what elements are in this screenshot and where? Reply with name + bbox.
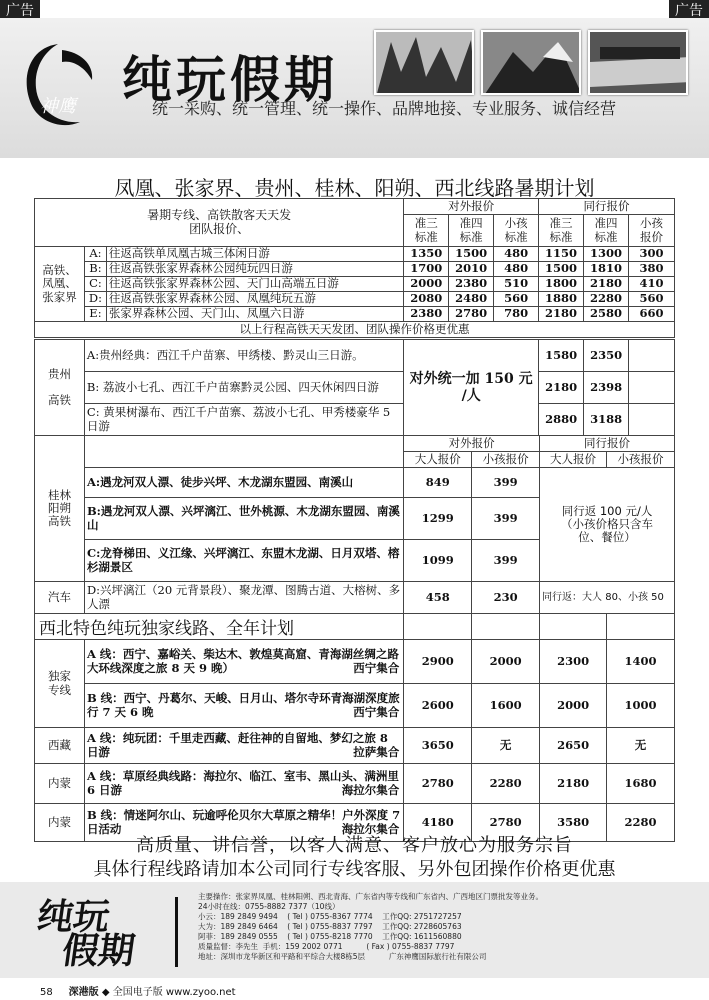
price: 2280 — [607, 804, 675, 842]
route-desc: B 线：西宁、丹葛尔、天峻、日月山、塔尔寺环青海湖深度旅行 7 天 6 晚 — [86, 691, 400, 719]
price: 780 — [494, 307, 539, 322]
meeting-point: 海拉尔集合 — [341, 821, 400, 836]
price: 2000 — [540, 684, 607, 728]
page-footer — [0, 983, 709, 998]
route-desc: C:龙脊梯田、义江缘、兴坪漓江、东盟木龙湖、日月双塔、榕杉湖景区 — [84, 540, 403, 582]
price: 1400 — [607, 640, 675, 684]
price: 300 — [628, 247, 674, 262]
price: 2480 — [449, 292, 494, 307]
logo-text: 神鹰 — [40, 96, 76, 117]
route-desc: A 线：纯玩团：千里走西藏、赶往神的自留地、梦幻之旅 8 日游 — [86, 731, 388, 759]
peak-photo — [481, 30, 581, 95]
col-head: 大人报价 — [540, 452, 607, 468]
region-cell: 独家 专线 — [35, 640, 85, 728]
price: 2300 — [540, 640, 607, 684]
eagle-logo-icon — [18, 40, 98, 132]
region-cell: 内蒙 — [35, 804, 85, 842]
price: 560 — [628, 292, 674, 307]
slogan: 统一采购、统一管理、统一操作、品牌地接、专业服务、诚信经营 — [152, 99, 617, 118]
route-desc: A 线：草原经典线路：海拉尔、临江、室韦、黑山头、满洲里 6 日游 — [86, 769, 399, 797]
price: 2080 — [404, 292, 449, 307]
col-head: 小孩 报价 — [628, 215, 674, 247]
price: 2780 — [472, 804, 540, 842]
header-peer-price: 同行报价 — [539, 199, 675, 215]
price: 2880 — [539, 404, 584, 436]
price: 458 — [404, 582, 472, 614]
price: 2600 — [404, 684, 472, 728]
footer-logo-line1: 纯玩 — [34, 896, 113, 938]
price: 无 — [607, 728, 675, 764]
row-key: C: — [84, 277, 106, 292]
contact-note: 具体行程线路请加本公司同行专线客服、另外包团操作价格更优惠 — [93, 859, 616, 880]
price: 无 — [472, 728, 540, 764]
col-head: 小孩报价 — [472, 452, 540, 468]
row-key: E: — [84, 307, 106, 322]
route-desc: A:遇龙河双人漂、徒步兴坪、木龙湖东盟园、南溪山 — [84, 468, 403, 498]
guilin-table — [34, 435, 675, 614]
row-key: A: — [84, 247, 106, 262]
table-note: 以上行程高铁天天发团、团队操作价格更优惠 — [35, 322, 675, 338]
region-cell: 西藏 — [35, 728, 85, 764]
col-head: 小孩报价 — [607, 452, 675, 468]
meeting-point: 西宁集合 — [353, 704, 400, 719]
route-desc: B:遇龙河双人漂、兴坪漓江、世外桃源、木龙湖东盟园、南溪山 — [84, 498, 403, 540]
summer-table — [34, 198, 675, 338]
col-head: 小孩 标准 — [494, 215, 539, 247]
guizhou-table — [34, 339, 675, 436]
price: 1350 — [404, 247, 449, 262]
price: 480 — [494, 262, 539, 277]
price: 1580 — [539, 340, 584, 372]
ad-tag-right: 广告 — [669, 0, 709, 19]
route-desc: B 线：情迷阿尔山、玩逾呼伦贝尔大草原之精华！户外深度 7 日活动 — [86, 808, 401, 836]
price: 2000 — [404, 277, 449, 292]
price: 1880 — [539, 292, 584, 307]
peer-note: 同行返 100 元/人 （小孩价格只含车 位、餐位） — [540, 468, 675, 582]
price: 399 — [472, 540, 540, 582]
header-banner — [0, 18, 709, 158]
price: 2780 — [404, 764, 472, 804]
plan-title: 凤凰、张家界、贵州、桂林、阳朔、西北线路暑期计划 — [114, 176, 595, 200]
price: 2350 — [584, 340, 629, 372]
route-desc: D:兴坪漓江（20 元背景段）、聚龙潭、图腾古道、大榕树、多人漂 — [84, 582, 403, 614]
col-head: 准四 标准 — [449, 215, 494, 247]
header-out-price: 对外报价 — [404, 436, 540, 452]
edition-label: 深港版 — [68, 987, 99, 998]
price: 1810 — [584, 262, 629, 277]
route-desc: 往返高铁张家界森林公园、天门山高端五日游 — [106, 277, 403, 292]
brand-title: 纯玩假期 — [122, 51, 338, 109]
region-cell: 内蒙 — [35, 764, 85, 804]
meeting-point: 拉萨集合 — [353, 744, 400, 759]
price: 2180 — [584, 277, 629, 292]
edition-icon: ◆ — [101, 987, 110, 998]
price: 399 — [472, 498, 540, 540]
footer-logo — [30, 896, 142, 972]
route-desc: C: 黄果树瀑布、西江千户苗寨、荔波小七孔、甲秀楼豪华 5 日游 — [84, 404, 403, 436]
price: 2398 — [584, 372, 629, 404]
route-desc: B: 荔波小七孔、西江千户苗寨黔灵公园、四天休闲四日游 — [84, 372, 403, 404]
mountain-photo — [374, 30, 474, 95]
col-head: 大人报价 — [404, 452, 472, 468]
price: 2180 — [540, 764, 607, 804]
price: 2180 — [539, 372, 584, 404]
service-motto: 高质量、讲信誉，以客人满意、客户放心为服务宗旨 — [136, 835, 573, 856]
price: 410 — [628, 277, 674, 292]
price: 2650 — [540, 728, 607, 764]
price: 380 — [628, 262, 674, 277]
site-link[interactable]: 全国电子版 www.zyoo.net — [112, 987, 236, 998]
row-key: D: — [84, 292, 106, 307]
row-key: B: — [84, 262, 106, 277]
price: 1099 — [404, 540, 472, 582]
route-desc: 往返高铁单凤凰古城三体闲日游 — [106, 247, 403, 262]
price: 2780 — [449, 307, 494, 322]
price: 4180 — [404, 804, 472, 842]
river-photo — [588, 30, 688, 95]
northwest-table — [34, 613, 675, 842]
price: 2380 — [449, 277, 494, 292]
price: 2000 — [472, 640, 540, 684]
col-head: 准四 标准 — [584, 215, 629, 247]
price: 1680 — [607, 764, 675, 804]
price: 480 — [494, 247, 539, 262]
price: 2280 — [584, 292, 629, 307]
price: 1300 — [584, 247, 629, 262]
meeting-point: 海拉尔集合 — [341, 782, 400, 797]
header-out-price: 对外报价 — [404, 199, 539, 215]
region-cell: 桂林 阳朔 高铁 — [35, 436, 85, 582]
table-header-title: 暑期专线、高铁散客天天发 团队报价、 — [35, 199, 404, 247]
price: 1000 — [607, 684, 675, 728]
price: 399 — [472, 468, 540, 498]
price: 2900 — [404, 640, 472, 684]
price: 1500 — [449, 247, 494, 262]
region-cell: 贵州 高铁 — [35, 340, 85, 436]
col-head: 准三 标准 — [404, 215, 449, 247]
unified-price: 对外统一加 150 元 /人 — [404, 340, 539, 436]
price: 1150 — [539, 247, 584, 262]
col-head: 准三 标准 — [539, 215, 584, 247]
price: 3188 — [584, 404, 629, 436]
car-peer-note: 同行返：大人 80、小孩 50 — [540, 582, 675, 614]
header-peer-price: 同行报价 — [540, 436, 675, 452]
region-cell: 汽车 — [35, 582, 85, 614]
price: 2280 — [472, 764, 540, 804]
region-cell: 高铁、 凤凰、 张家界 — [35, 247, 85, 322]
divider — [175, 897, 178, 967]
route-desc: A 线：西宁、嘉峪关、柴达木、敦煌莫高窟、青海湖丝绸之路大环线深度之旅 8 天 9 晚） — [86, 647, 399, 675]
price: 560 — [494, 292, 539, 307]
contact-panel — [0, 882, 709, 978]
photo-strip — [374, 30, 688, 95]
price: 1600 — [472, 684, 540, 728]
price: 2180 — [539, 307, 584, 322]
price: 3650 — [404, 728, 472, 764]
price: 230 — [472, 582, 540, 614]
route-desc: A:贵州经典：西江千户苗寨、甲绣楼、黔灵山三日游。 — [84, 340, 403, 372]
ad-tag-left: 广告 — [0, 0, 40, 19]
price: 510 — [494, 277, 539, 292]
route-desc: 往返高铁张家界森林公园纯玩四日游 — [106, 262, 403, 277]
price: 849 — [404, 468, 472, 498]
footer-logo-line2: 假期 — [59, 930, 138, 972]
price: 1700 — [404, 262, 449, 277]
northwest-title: 西北特色纯玩独家线路、全年计划 — [35, 614, 404, 640]
price: 3580 — [540, 804, 607, 842]
price: 1800 — [539, 277, 584, 292]
meeting-point: 西宁集合 — [353, 660, 400, 675]
route-desc: 往返高铁张家界森林公园、凤凰纯玩五游 — [106, 292, 403, 307]
price: 2010 — [449, 262, 494, 277]
price: 1500 — [539, 262, 584, 277]
price: 2380 — [404, 307, 449, 322]
route-desc: 张家界森林公园、天门山、凤凰六日游 — [106, 307, 403, 322]
price: 1299 — [404, 498, 472, 540]
page-number: 58 — [40, 987, 53, 998]
price: 2580 — [584, 307, 629, 322]
contact-info: 主要操作：张家界凤凰、桂林阳朔、西北青海、广东省内等专线和广东省内、广西地区门票批发等业务。 24小时在线：0755-8882 7377（10线） 小云：189 2849 9494 ( Tel ) 0755-8367 7774 工作QQ: 2751727257 大为：189 2849 6464 ( Tel ) 0755-8837 7797 工作QQ: 2728605763 阿菲：189 2849 0555 ( Tel ) 0755-8218 7770 工作QQ: 1611560880 质量监督：李先生 手机：159 2002 0771 ( Fax ) 0755-8837 7797 地址：深圳市龙华新区和平路和平综合大楼8栋5层 广东神鹰国际旅行社有限公司 — [198, 892, 543, 961]
price: 660 — [628, 307, 674, 322]
